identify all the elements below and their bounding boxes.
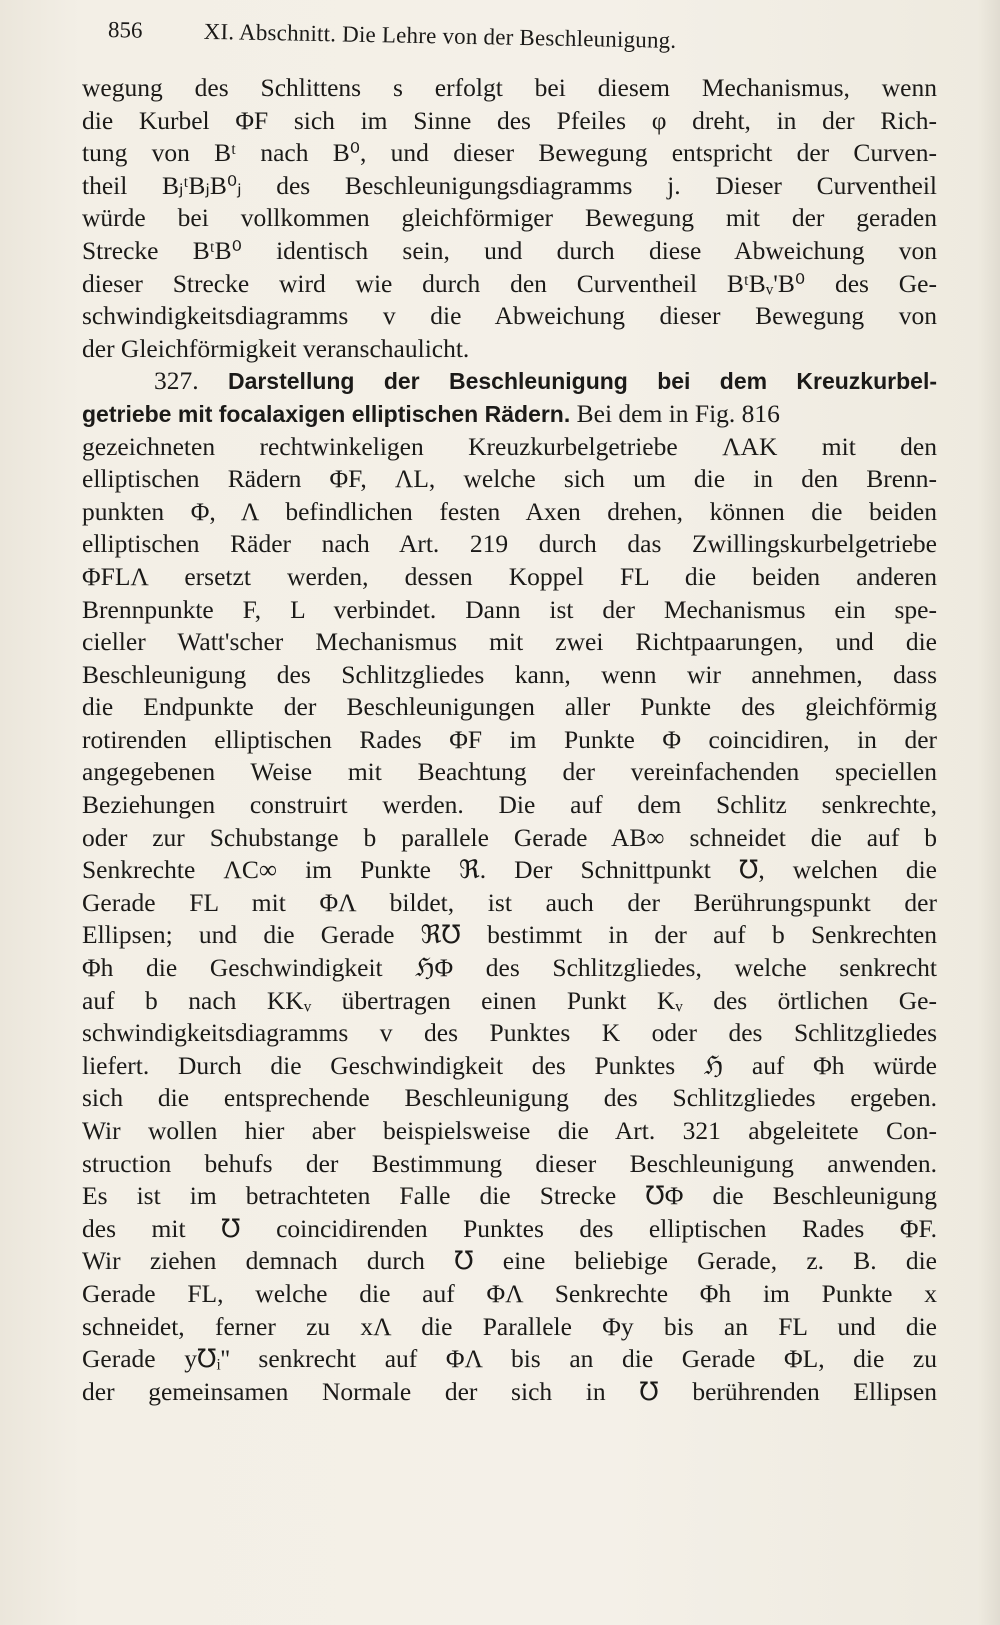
text-line: elliptischen Räder nach Art. 219 durch das Zwillingskurbelgetriebe: [82, 529, 937, 559]
scan-shadow: [978, 0, 1000, 1625]
text-line: wegung des Schlittens s erfolgt bei diesem Mechanismus, wenn: [82, 73, 937, 102]
text-line: punkten Φ, Λ befindlichen festen Axen drehen, können die beiden: [82, 496, 937, 526]
text-line: Senkrechte ΛC∞ im Punkte ℜ. Der Schnittpunkt ℧, welchen die: [82, 855, 937, 885]
text-line: Gerade FL, welche die auf ΦΛ Senkrechte Φh im Punkte x: [82, 1278, 937, 1308]
text-line: schwindigkeitsdiagramms v des Punktes K oder des Schlitzgliedes: [82, 1018, 937, 1048]
text-line: schneidet, ferner zu xΛ die Parallele Φy bis an FL und die: [82, 1311, 937, 1341]
section-heading-line: [82, 365, 937, 398]
text-line: elliptischen Rädern ΦF, ΛL, welche sich um die in den Brenn-: [82, 464, 937, 494]
text-line: die Endpunkte der Beschleunigungen aller Punkte des gleichförmig: [82, 692, 937, 722]
text-line: rotirenden elliptischen Rades ΦF im Punkte Φ coincidiren, in der: [82, 724, 937, 754]
body-text: [82, 72, 937, 1408]
text-line: oder zur Schubstange b parallele Gerade AB∞ schneidet die auf b: [82, 822, 937, 852]
text-line: Es ist im betrachteten Falle die Strecke ℧Φ die Beschleunigung: [82, 1181, 937, 1211]
text-line: Ellipsen; und die Gerade ℜ℧ bestimmt in der auf b Senkrechten: [82, 920, 937, 950]
text-line: tung von Bᵗ nach B⁰, und dieser Bewegung entspricht der Curven-: [82, 138, 937, 168]
text-line: dieser Strecke wird wie durch den Curventheil BᵗBᵥ'B⁰ des Ge-: [82, 268, 937, 298]
page-number: 856: [107, 17, 143, 43]
text-line: Gerade FL mit ΦΛ bildet, ist auch der Berührungspunkt der: [82, 887, 937, 917]
text-line: Brennpunkte F, L verbindet. Dann ist der Mechanismus ein spe-: [82, 594, 937, 624]
text-line: theil BⱼᵗBⱼB⁰ⱼ des Beschleunigungsdiagramms j. Dieser Curventheil: [82, 170, 937, 200]
text-line: Φh die Geschwindigkeit ℌΦ des Schlitzgliedes, welche senkrecht: [82, 953, 937, 983]
text-line: cieller Watt'scher Mechanismus mit zwei Richtpaarungen, und die: [82, 627, 937, 657]
section-intro-text: Bei dem in Fig. 816: [570, 398, 780, 428]
text-line: auf b nach KKᵥ übertragen einen Punkt Kᵥ des örtlichen Ge-: [82, 985, 937, 1015]
text-line: der Gleichförmigkeit veranschaulicht.: [82, 333, 470, 363]
section-title-part1: Darstellung der Beschleunigung bei dem Kreuzkurbel-: [227, 368, 937, 395]
text-line: schwindigkeitsdiagramms v die Abweichung dieser Bewegung von: [82, 301, 937, 331]
running-head: [108, 10, 949, 66]
text-line: struction behufs der Bestimmung dieser Beschleunigung anwenden.: [82, 1148, 937, 1178]
text-line: angegebenen Weise mit Beachtung der vereinfachenden speciellen: [82, 757, 937, 787]
text-line: Beziehungen construirt werden. Die auf dem Schlitz senkrechte,: [82, 790, 937, 820]
text-line: Beschleunigung des Schlitzgliedes kann, wenn wir annehmen, dass: [82, 659, 937, 689]
section-number: 327.: [154, 366, 199, 396]
text-line: Strecke BᵗB⁰ identisch sein, und durch diese Abweichung von: [82, 235, 937, 265]
text-line: des mit ℧ coincidirenden Punktes des elliptischen Rades ΦF.: [82, 1213, 937, 1243]
text-line: ΦFLΛ ersetzt werden, dessen Koppel FL die beiden anderen: [82, 561, 937, 591]
text-line: die Kurbel ΦF sich im Sinne des Pfeiles φ dreht, in der Rich-: [82, 105, 937, 135]
text-line: Wir wollen hier aber beispielsweise die Art. 321 abgeleitete Con-: [82, 1116, 937, 1145]
running-title: XI. Abschnitt. Die Lehre von der Beschleunigung.: [203, 18, 677, 53]
section-title-part2: getriebe mit focalaxigen elliptischen Rädern.: [82, 400, 571, 427]
text-line: Wir ziehen demnach durch ℧ eine beliebige Gerade, z. B. die: [82, 1246, 937, 1276]
text-line: der gemeinsamen Normale der sich in ℧ berührenden Ellipsen: [82, 1376, 937, 1406]
section-heading-line: [82, 398, 937, 431]
text-line: Gerade y℧ᵢ'' senkrecht auf ΦΛ bis an die Gerade ΦL, die zu: [82, 1344, 937, 1374]
text-line: würde bei vollkommen gleichförmiger Bewegung mit der geraden: [82, 203, 937, 233]
text-line: gezeichneten rechtwinkeligen Kreuzkurbelgetriebe ΛAK mit den: [82, 431, 937, 461]
text-line: liefert. Durch die Geschwindigkeit des Punktes ℌ auf Φh würde: [82, 1050, 937, 1080]
text-line: sich die entsprechende Beschleunigung des Schlitzgliedes ergeben.: [82, 1083, 937, 1113]
